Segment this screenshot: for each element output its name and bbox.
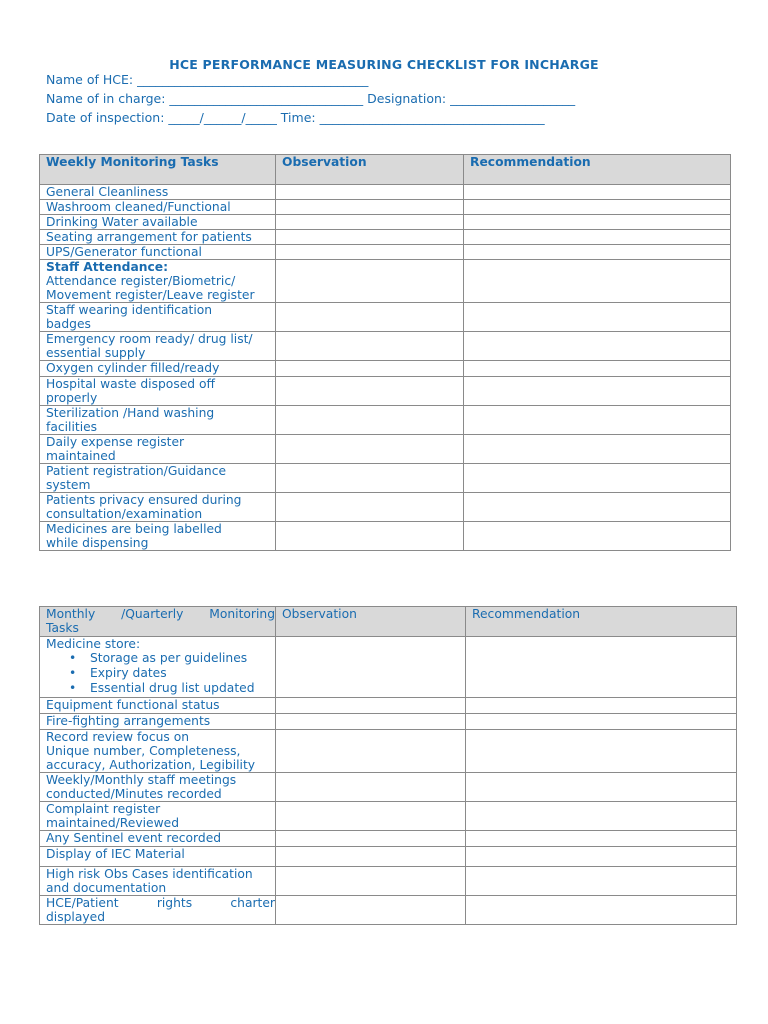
task-cell: General Cleanliness	[40, 185, 276, 200]
task-cell	[40, 332, 276, 361]
task-cell: Fire-fighting arrangements	[40, 714, 276, 730]
list-item: • Expiry dates	[69, 666, 167, 680]
task-line: Medicines are being labelled	[46, 522, 222, 536]
page-title: HCE PERFORMANCE MEASURING CHECKLIST FOR INCHARGE	[169, 57, 599, 72]
recommendation-cell[interactable]	[466, 847, 737, 867]
task-line: Emergency room ready/ drug list/	[46, 332, 253, 346]
task-line: Weekly/Monthly staff meetings	[46, 773, 237, 787]
task-cell	[40, 802, 276, 831]
task-line: badges	[46, 317, 91, 331]
task-line: properly	[46, 391, 98, 405]
name-of-hce-line: Name of HCE: _____________________________________	[46, 72, 369, 87]
recommendation-cell[interactable]	[464, 230, 731, 245]
task-cell: Any Sentinel event recorded	[40, 831, 276, 847]
name-of-incharge-line: Name of in charge: _______________________________ Designation: ____________________	[46, 91, 576, 106]
task-cell	[40, 637, 276, 698]
task-cell	[40, 303, 276, 332]
observation-cell[interactable]	[276, 831, 466, 847]
task-line: while dispensing	[46, 536, 149, 550]
task-line: Attendance register/Biometric/	[46, 274, 236, 288]
task-line: essential supply	[46, 346, 146, 360]
task-cell	[40, 773, 276, 802]
observation-cell[interactable]	[276, 230, 464, 245]
observation-cell[interactable]	[276, 361, 464, 377]
recommendation-cell[interactable]	[464, 361, 731, 377]
recommendation-cell[interactable]	[466, 896, 737, 925]
observation-cell[interactable]	[276, 773, 466, 802]
monthly-recommendation-header: Recommendation	[466, 607, 737, 637]
recommendation-cell[interactable]	[466, 867, 737, 896]
recommendation-cell[interactable]	[464, 332, 731, 361]
observation-cell[interactable]	[276, 200, 464, 215]
task-line: and documentation	[46, 881, 167, 895]
observation-cell[interactable]	[276, 522, 464, 551]
task-line: Record review focus on	[46, 730, 190, 744]
task-line: Movement register/Leave register	[46, 288, 255, 302]
observation-cell[interactable]	[276, 435, 464, 464]
observation-cell[interactable]	[276, 332, 464, 361]
recommendation-cell[interactable]	[464, 185, 731, 200]
task-cell	[40, 730, 276, 773]
task-line: Hospital waste disposed off	[46, 377, 216, 391]
task-line: Unique number, Completeness,	[46, 744, 241, 758]
task-line: High risk Obs Cases identification	[46, 867, 253, 881]
task-cell: Oxygen cylinder filled/ready	[40, 361, 276, 377]
observation-cell[interactable]	[276, 637, 466, 698]
task-line: accuracy, Authorization, Legibility	[46, 758, 256, 772]
recommendation-cell[interactable]	[464, 260, 731, 303]
recommendation-cell[interactable]	[464, 493, 731, 522]
staff-attendance-heading: Staff Attendance:	[46, 260, 169, 274]
task-cell: Equipment functional status	[40, 698, 276, 714]
header-line: Monthly /Quarterly Monitoring	[46, 607, 275, 621]
task-cell	[40, 406, 276, 435]
task-line: Sterilization /Hand washing	[46, 406, 215, 420]
recommendation-cell[interactable]	[464, 200, 731, 215]
recommendation-cell[interactable]	[464, 464, 731, 493]
observation-cell[interactable]	[276, 464, 464, 493]
task-cell	[40, 522, 276, 551]
medicine-store-list	[46, 651, 275, 696]
recommendation-cell[interactable]	[466, 730, 737, 773]
task-line: Patients privacy ensured during	[46, 493, 242, 507]
task-line: Complaint register	[46, 802, 161, 816]
observation-cell[interactable]	[276, 714, 466, 730]
task-cell: Display of IEC Material	[40, 847, 276, 867]
observation-cell[interactable]	[276, 896, 466, 925]
task-line: maintained	[46, 449, 116, 463]
recommendation-cell[interactable]	[464, 435, 731, 464]
task-cell: Seating arrangement for patients	[40, 230, 276, 245]
task-cell: UPS/Generator functional	[40, 245, 276, 260]
task-cell	[40, 493, 276, 522]
list-item: • Storage as per guidelines	[69, 651, 248, 665]
task-cell	[40, 464, 276, 493]
task-line: Staff wearing identification	[46, 303, 213, 317]
task-cell	[40, 435, 276, 464]
observation-cell[interactable]	[276, 215, 464, 230]
recommendation-cell[interactable]	[464, 303, 731, 332]
task-cell	[40, 867, 276, 896]
recommendation-cell[interactable]	[466, 773, 737, 802]
header-line: Tasks	[46, 621, 79, 635]
observation-cell[interactable]	[276, 867, 466, 896]
task-line: maintained/Reviewed	[46, 816, 180, 830]
bullet-icon: •	[69, 666, 77, 680]
observation-cell[interactable]	[276, 377, 464, 406]
task-line: consultation/examination	[46, 507, 203, 521]
monthly-tasks-header	[40, 607, 276, 637]
task-cell	[40, 896, 276, 925]
observation-cell[interactable]	[276, 847, 466, 867]
recommendation-cell[interactable]	[464, 215, 731, 230]
task-line: Daily expense register	[46, 435, 185, 449]
weekly-monitoring-table	[39, 154, 731, 551]
observation-cell[interactable]	[276, 730, 466, 773]
task-line: displayed	[46, 910, 106, 924]
list-item: • Essential drug list updated	[69, 681, 255, 695]
observation-cell[interactable]	[276, 698, 466, 714]
recommendation-cell[interactable]	[464, 377, 731, 406]
observation-cell[interactable]	[276, 406, 464, 435]
bullet-icon: •	[69, 681, 77, 695]
recommendation-cell[interactable]	[464, 245, 731, 260]
observation-cell[interactable]	[276, 185, 464, 200]
weekly-observation-header: Observation	[276, 155, 464, 185]
weekly-tasks-header: Weekly Monitoring Tasks	[40, 155, 276, 185]
task-cell	[40, 377, 276, 406]
task-cell	[40, 260, 276, 303]
weekly-recommendation-header: Recommendation	[464, 155, 731, 185]
observation-cell[interactable]	[276, 303, 464, 332]
monthly-observation-header: Observation	[276, 607, 466, 637]
date-of-inspection-line: Date of inspection: _____/______/_____ Time: ____________________________________	[46, 110, 545, 125]
task-cell: Drinking Water available	[40, 215, 276, 230]
observation-cell[interactable]	[276, 802, 466, 831]
monthly-quarterly-monitoring-table	[39, 606, 737, 925]
recommendation-cell[interactable]	[466, 637, 737, 698]
medicine-store-heading: Medicine store:	[46, 637, 141, 651]
recommendation-cell[interactable]	[466, 831, 737, 847]
recommendation-cell[interactable]	[466, 698, 737, 714]
task-line: facilities	[46, 420, 98, 434]
observation-cell[interactable]	[276, 245, 464, 260]
task-line: Patient registration/Guidance	[46, 464, 227, 478]
observation-cell[interactable]	[276, 493, 464, 522]
observation-cell[interactable]	[276, 260, 464, 303]
recommendation-cell[interactable]	[464, 406, 731, 435]
task-line: conducted/Minutes recorded	[46, 787, 222, 801]
bullet-icon: •	[69, 651, 77, 665]
recommendation-cell[interactable]	[466, 714, 737, 730]
recommendation-cell[interactable]	[464, 522, 731, 551]
recommendation-cell[interactable]	[466, 802, 737, 831]
task-line: HCE/Patient rights charter	[46, 896, 275, 910]
task-line: system	[46, 478, 91, 492]
task-cell: Washroom cleaned/Functional	[40, 200, 276, 215]
